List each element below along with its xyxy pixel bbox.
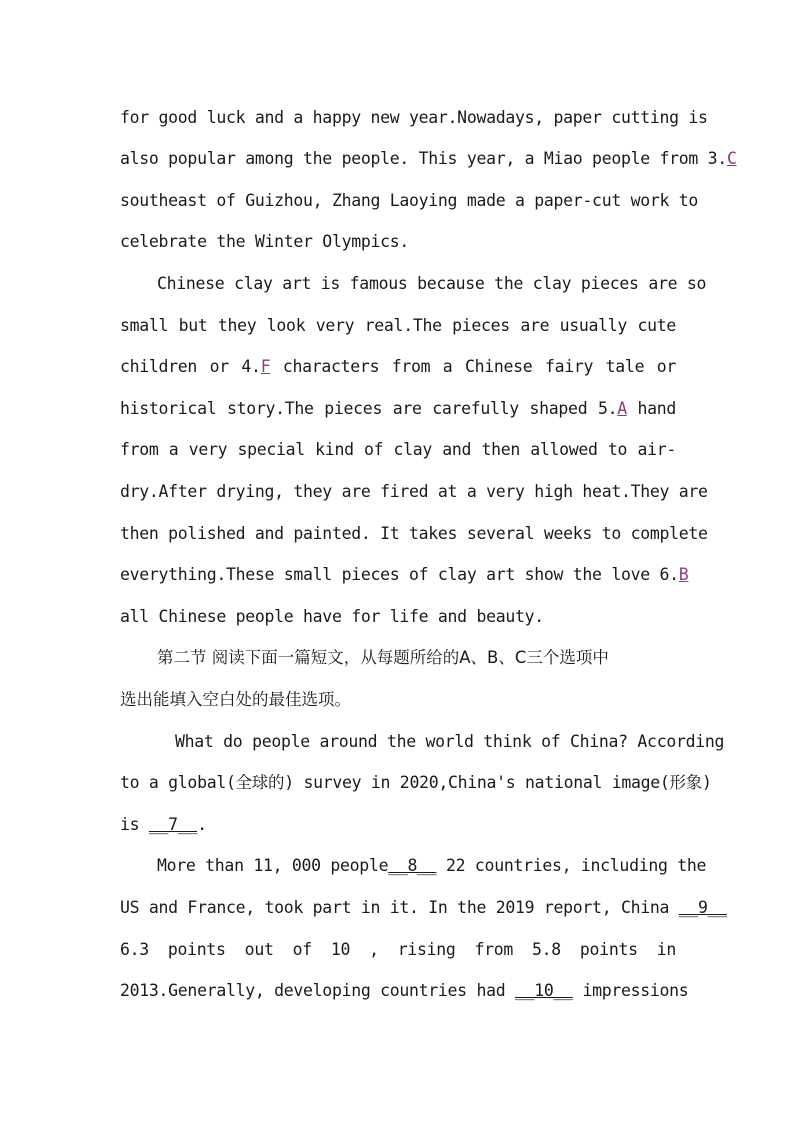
text-line-8 xyxy=(120,397,676,421)
line-text: to a global(全球的) survey in 2020,China's national image(形象) xyxy=(120,773,712,792)
answer-3: C xyxy=(726,149,737,168)
answer-4: F xyxy=(260,357,271,376)
line-text: also popular among the people. This year, a Miao people from 3. xyxy=(120,149,727,168)
blank-8: __8__ xyxy=(388,856,437,875)
blank-10: __10__ xyxy=(515,981,573,1000)
text-line-3 xyxy=(120,189,699,213)
text-line-10 xyxy=(120,480,708,504)
line-text: 选出能填入空白处的最佳选项。 xyxy=(120,690,351,709)
line-text: US and France, took part in it. In the 2019 report, China xyxy=(120,898,679,917)
text-line-6 xyxy=(120,314,676,338)
text-line-11 xyxy=(120,522,708,546)
text-line-19 xyxy=(157,854,707,878)
section-instruction xyxy=(120,688,676,712)
line-text: More than 11, 000 people xyxy=(157,856,389,875)
text-line-20 xyxy=(120,896,727,920)
text-line-4 xyxy=(120,230,676,254)
text-line-16 xyxy=(175,730,725,754)
line-text: hand xyxy=(626,399,677,418)
text-line-22 xyxy=(120,979,689,1003)
text-line-21 xyxy=(120,938,676,962)
text-line-13 xyxy=(120,605,676,629)
section-heading xyxy=(157,646,676,670)
text-line-1 xyxy=(120,106,708,130)
blank-9: __9__ xyxy=(678,898,727,917)
text-line-5 xyxy=(157,272,707,296)
line-text: children or 4. xyxy=(120,357,261,376)
line-text: celebrate the Winter Olympics. xyxy=(120,232,410,251)
text-line-18 xyxy=(120,813,676,837)
line-text: . xyxy=(197,815,207,834)
text-line-12 xyxy=(120,563,689,587)
line-text: 第二节 阅读下面一篇短文，从每题所给的A、B、C三个选项中 xyxy=(157,648,609,667)
line-text: is xyxy=(120,815,149,834)
line-text: then polished and painted. It takes several weeks to complete xyxy=(120,524,708,543)
answer-6: B xyxy=(678,565,689,584)
line-text: historical story.The pieces are carefully shaped 5. xyxy=(120,399,618,418)
line-text: 2013.Generally, developing countries had xyxy=(120,981,515,1000)
line-text: everything.These small pieces of clay art show the love 6. xyxy=(120,565,679,584)
line-text: characters from a Chinese fairy tale or xyxy=(270,357,677,376)
blank-7: __7__ xyxy=(148,815,198,834)
line-text: impressions xyxy=(572,981,689,1000)
line-text: small but they look very real.The pieces are usually cute xyxy=(120,316,676,335)
text-line-7 xyxy=(120,355,676,379)
line-text: all Chinese people have for life and beauty. xyxy=(120,607,544,626)
answer-5: A xyxy=(617,399,627,418)
text-line-17 xyxy=(120,771,712,795)
text-line-9 xyxy=(120,438,676,462)
line-text: Chinese clay art is famous because the clay pieces are so xyxy=(157,274,707,293)
text-line-2 xyxy=(120,147,737,171)
line-text: dry.After drying, they are fired at a very high heat.They are xyxy=(120,482,708,501)
line-text: What do people around the world think of China? According xyxy=(175,732,725,751)
line-text: southeast of Guizhou, Zhang Laoying made a paper-cut work to xyxy=(120,191,699,210)
line-text: 6.3 points out of 10 , rising from 5.8 points in xyxy=(120,940,676,959)
line-text: 22 countries, including the xyxy=(436,856,707,875)
line-text: for good luck and a happy new year.Nowadays, paper cutting is xyxy=(120,108,708,127)
line-text: from a very special kind of clay and then allowed to air- xyxy=(120,440,676,459)
